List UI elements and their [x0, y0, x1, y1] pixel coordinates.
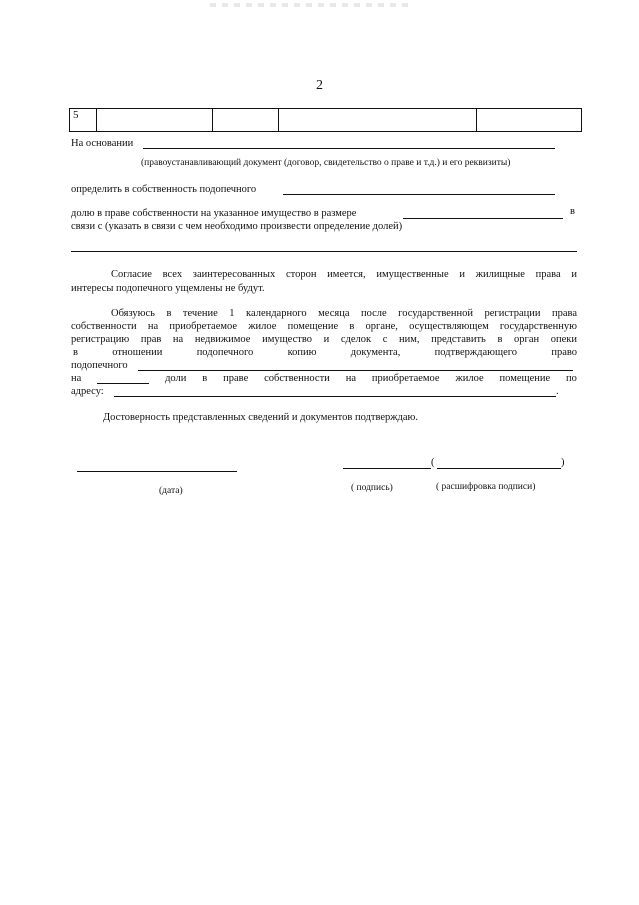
obligation-line-2: собственности на приобретаемое жилое помещение в органе, осуществляющем государственную [71, 321, 577, 332]
property-table [69, 108, 582, 132]
close-paren: ) [561, 457, 565, 468]
word: подопечного [196, 347, 254, 358]
word: праве [223, 373, 249, 384]
share-reason-label: связи с (указать в связи с чем необходимо произвести определение долей) [71, 221, 403, 232]
ownership-label: определить в собственность подопечного [71, 184, 257, 195]
signature-caption: ( подпись) [351, 483, 393, 493]
word: по [566, 373, 577, 384]
word: отношении [112, 347, 163, 358]
table-cell [477, 109, 582, 132]
date-caption: (дата) [159, 486, 183, 496]
word: собственности [264, 373, 330, 384]
obligation-line-1: Обязуюсь в течение 1 календарного месяца после государственной регистрации права [111, 308, 577, 319]
share-reason-field[interactable] [71, 251, 577, 252]
ownership-field[interactable] [283, 194, 555, 195]
share-tail: в [570, 206, 575, 217]
share-size-field[interactable] [97, 372, 149, 384]
word: в [73, 347, 78, 358]
address-field[interactable] [114, 396, 556, 397]
word: доли [165, 373, 187, 384]
confirmation-text: Достоверность представленных сведений и документов подтверждаю. [103, 412, 418, 423]
table-cell [97, 109, 213, 132]
ward-name-field[interactable] [138, 370, 573, 371]
word: право [551, 347, 577, 358]
word: копию [287, 347, 317, 358]
table-cell-number: 5 [70, 109, 97, 132]
word: помещение [499, 373, 551, 384]
consent-line-2: интересы подопечного ущемлены не будут. [71, 283, 265, 294]
open-paren: ( [431, 457, 435, 468]
table-row [70, 109, 582, 132]
word: документа, [350, 347, 401, 358]
basis-hint: (правоустанавливающий документ (договор, свидетельство о праве и т.д.) и его реквизиты) [141, 158, 511, 168]
word: на [71, 373, 82, 384]
scan-artifact [210, 3, 410, 7]
obligation-line-7: адресу: [71, 386, 104, 397]
share-label: долю в праве собственности на указанное имущество в размере [71, 208, 357, 219]
word: подтверждающего [434, 347, 518, 358]
word: жилое [455, 373, 484, 384]
table-cell [279, 109, 477, 132]
decoding-caption: ( расшифровка подписи) [436, 482, 536, 492]
page-number: 2 [316, 78, 323, 93]
date-field[interactable] [77, 471, 237, 472]
obligation-line-3: регистрацию прав на недвижимое имущество и сделок с ним, представить в орган опеки [71, 334, 577, 345]
basis-label: На основании [71, 138, 134, 149]
signature-decoding-field[interactable] [437, 468, 561, 469]
table-cell [213, 109, 279, 132]
signature-field[interactable] [343, 468, 431, 469]
obligation-line-4 [73, 346, 577, 359]
consent-line-1: Согласие всех заинтересованных сторон имеется, имущественные и жилищные права и [111, 269, 577, 280]
word: на [345, 373, 356, 384]
basis-field[interactable] [143, 148, 555, 149]
word: в [202, 373, 208, 384]
obligation-line-5: подопечного [71, 360, 128, 371]
share-field[interactable] [403, 218, 563, 219]
address-end: . [556, 386, 559, 397]
word: приобретаемое [371, 373, 440, 384]
obligation-line-6 [71, 372, 577, 385]
